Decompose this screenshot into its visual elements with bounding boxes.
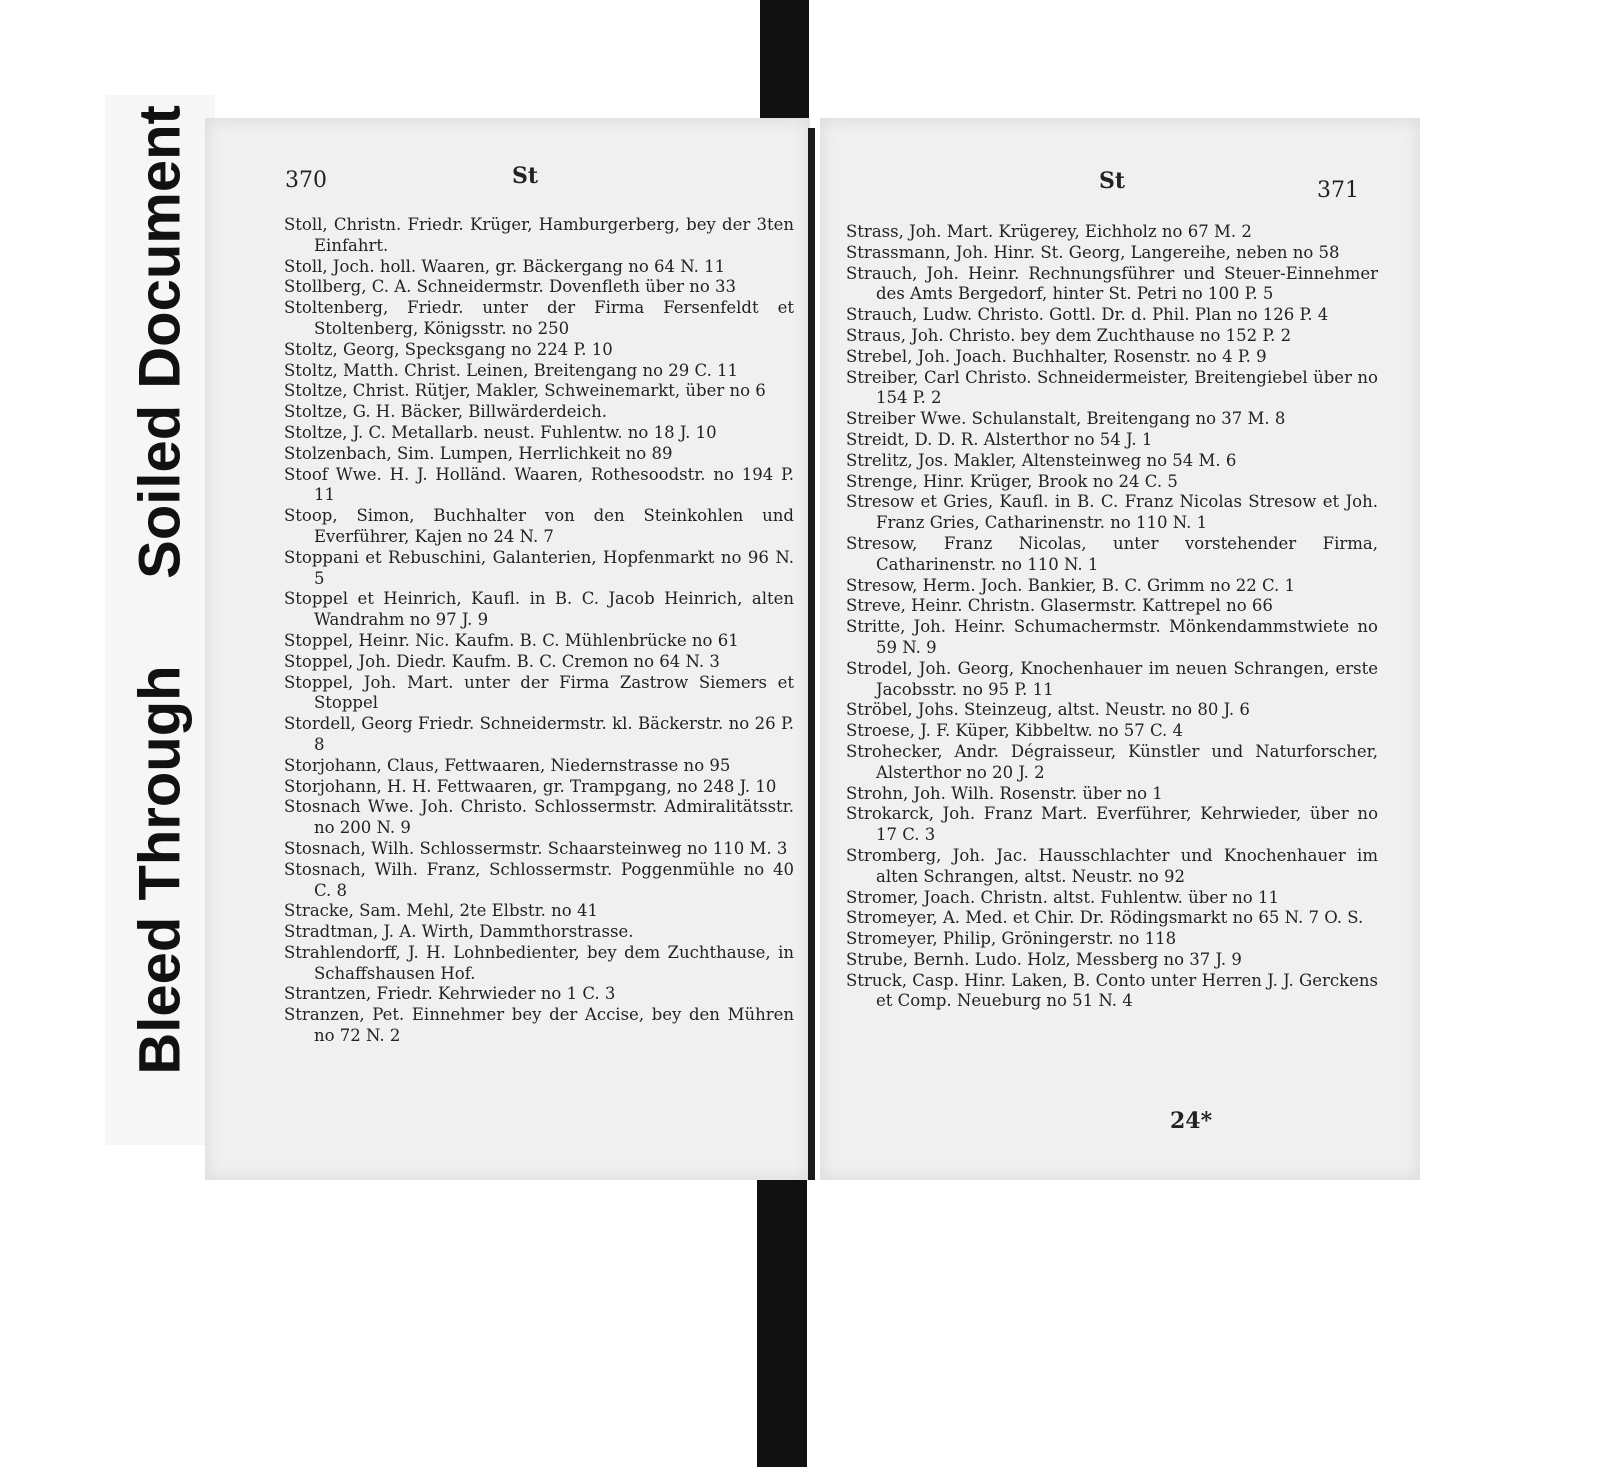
directory-entry: Strenge, Hinr. Krüger, Brook no 24 C. 5 xyxy=(846,471,1178,491)
directory-entry: Strass, Joh. Mart. Krügerey, Eichholz no 67 M. 2 xyxy=(846,222,1252,241)
directory-entry: Strebel, Joh. Joach. Buchhalter, Rosenstr. no 4 P. 9 xyxy=(846,346,1267,366)
directory-entry: Strodel, Joh. Georg, Knochenhauer im neuen Schrangen, erste Jacobsstr. no 95 P. 11 xyxy=(846,658,1378,699)
binding-spine-bottom xyxy=(757,1180,807,1467)
directory-entry: Stolzenbach, Sim. Lumpen, Herrlichkeit no 89 xyxy=(284,443,673,463)
directory-entry: Stoppel, Joh. Mart. unter der Firma Zastrow Siemers et Stoppel xyxy=(284,672,794,713)
directory-entry: Stracke, Sam. Mehl, 2te Elbstr. no 41 xyxy=(284,901,598,921)
left-page xyxy=(205,118,810,1180)
entry-list xyxy=(284,215,794,1047)
directory-entry: Stresow, Franz Nicolas, unter vorstehender Firma, Catharinenstr. no 110 N. 1 xyxy=(846,533,1378,574)
page-number: 370 xyxy=(285,168,327,193)
directory-entry: Strube, Bernh. Ludo. Holz, Messberg no 37 J. 9 xyxy=(846,949,1242,969)
directory-entry: Streve, Heinr. Christn. Glasermstr. Kattrepel no 66 xyxy=(846,596,1273,616)
directory-entry: Stoltze, Christ. Rütjer, Makler, Schweinemarkt, über no 6 xyxy=(284,381,766,401)
directory-entry: Stoppani et Rebuschini, Galanterien, Hopfenmarkt no 96 N. 5 xyxy=(284,547,794,588)
directory-entry: Strelitz, Jos. Makler, Altensteinweg no 54 M. 6 xyxy=(846,450,1237,470)
soiled-document-label: Soiled Document xyxy=(127,105,193,579)
directory-entry: Strahlendorff, J. H. Lohnbedienter, bey dem Zuchthause, in Schaffshausen Hof. xyxy=(284,942,794,983)
directory-entry: Stoltenberg, Friedr. unter der Firma Fersenfeldt et Stoltenberg, Königsstr. no 250 xyxy=(284,298,794,338)
directory-entry: Strassmann, Joh. Hinr. St. Georg, Langereihe, neben no 58 xyxy=(846,242,1340,262)
directory-entry: Stoof Wwe. H. J. Holländ. Waaren, Rothesoodstr. no 194 P. 11 xyxy=(284,464,794,505)
running-head: St xyxy=(512,163,539,189)
bleed-through-label: Bleed Through xyxy=(127,665,193,1075)
directory-entry: Stosnach Wwe. Joh. Christo. Schlossermstr. Admiralitätsstr. no 200 N. 9 xyxy=(284,797,794,838)
directory-entry: Stresow et Gries, Kaufl. in B. C. Franz Nicolas Stresow et Joh. Franz Gries, Catharinenstr. no 110 N. 1 xyxy=(846,492,1378,533)
running-head: St xyxy=(1099,168,1126,194)
directory-entry: Strantzen, Friedr. Kehrwieder no 1 C. 3 xyxy=(284,984,616,1004)
directory-entry: Stromeyer, Philip, Gröningerstr. no 118 xyxy=(846,929,1177,949)
directory-entry: Streiber Wwe. Schulanstalt, Breitengang no 37 M. 8 xyxy=(846,409,1286,429)
directory-entry: Stradtman, J. A. Wirth, Dammthorstrasse. xyxy=(284,922,634,942)
directory-entry: Stosnach, Wilh. Schlossermstr. Schaarsteinweg no 110 M. 3 xyxy=(284,838,788,858)
directory-entry: Strauch, Ludw. Christo. Gottl. Dr. d. Phil. Plan no 126 P. 4 xyxy=(846,305,1329,325)
right-page xyxy=(820,118,1420,1180)
directory-entry: Stordell, Georg Friedr. Schneidermstr. kl. Bäckerstr. no 26 P. 8 xyxy=(284,714,794,754)
page-number: 371 xyxy=(1317,178,1359,203)
directory-entry: Strohecker, Andr. Dégraisseur, Künstler und Naturforscher, Alsterthor no 20 J. 2 xyxy=(846,741,1378,782)
directory-entry: Stromberg, Joh. Jac. Hausschlachter und Knochenhauer im alten Schrangen, altst. Neustr. no 92 xyxy=(846,845,1378,886)
entry-list xyxy=(846,222,1378,1012)
directory-entry: Stoltze, J. C. Metallarb. neust. Fuhlentw. no 18 J. 10 xyxy=(284,422,717,442)
directory-entry: Stresow, Herm. Joch. Bankier, B. C. Grimm no 22 C. 1 xyxy=(846,575,1296,595)
directory-entry: Stoppel, Heinr. Nic. Kaufm. B. C. Mühlenbrücke no 61 xyxy=(284,630,739,650)
directory-entry: Stoppel et Heinrich, Kaufl. in B. C. Jacob Heinrich, alten Wandrahm no 97 J. 9 xyxy=(284,589,794,630)
directory-entry: Stoltze, G. H. Bäcker, Billwärderdeich. xyxy=(284,402,607,422)
directory-entry: Stoppel, Joh. Diedr. Kaufm. B. C. Cremon no 64 N. 3 xyxy=(284,651,720,671)
directory-entry: Stritte, Joh. Heinr. Schumachermstr. Mönkendammstwiete no 59 N. 9 xyxy=(846,617,1378,657)
directory-entry: Stoll, Joch. holl. Waaren, gr. Bäckergang no 64 N. 11 xyxy=(284,256,726,276)
directory-entry: Storjohann, H. H. Fettwaaren, gr. Trampgang, no 248 J. 10 xyxy=(284,776,777,796)
directory-entry: Strohn, Joh. Wilh. Rosenstr. über no 1 xyxy=(846,783,1163,803)
directory-entry: Streidt, D. D. R. Alsterthor no 54 J. 1 xyxy=(846,429,1153,449)
directory-entry: Storjohann, Claus, Fettwaaren, Niedernstrasse no 95 xyxy=(284,755,731,775)
directory-entry: Ströbel, Johs. Steinzeug, altst. Neustr. no 80 J. 6 xyxy=(846,700,1250,720)
page-gutter xyxy=(808,128,815,1180)
directory-entry: Stoop, Simon, Buchhalter von den Steinkohlen und Everführer, Kajen no 24 N. 7 xyxy=(284,506,794,546)
directory-entry: Strokarck, Joh. Franz Mart. Everführer, Kehrwieder, über no 17 C. 3 xyxy=(846,804,1378,845)
directory-entry: Strauch, Joh. Heinr. Rechnungsführer und Steuer-Einnehmer des Amts Bergedorf, hinter St. Petri no 100 P. 5 xyxy=(846,263,1378,304)
binding-spine-top xyxy=(760,0,809,128)
directory-entry: Stromeyer, A. Med. et Chir. Dr. Rödingsmarkt no 65 N. 7 O. S. xyxy=(846,908,1364,928)
directory-entry: Stoltz, Georg, Specksgang no 224 P. 10 xyxy=(284,339,613,359)
directory-entry: Stollberg, C. A. Schneidermstr. Dovenfleth über no 33 xyxy=(284,277,737,297)
signature-mark: 24* xyxy=(1170,1108,1213,1134)
directory-entry: Struck, Casp. Hinr. Laken, B. Conto unter Herren J. J. Gerckens et Comp. Neueburg no 51 N. 4 xyxy=(846,970,1378,1011)
directory-entry: Stoltz, Matth. Christ. Leinen, Breitengang no 29 C. 11 xyxy=(284,360,739,380)
directory-entry: Stroese, J. F. Küper, Kibbeltw. no 57 C. 4 xyxy=(846,721,1184,741)
directory-entry: Stranzen, Pet. Einnehmer bey der Accise, bey den Mühren no 72 N. 2 xyxy=(284,1005,794,1046)
directory-entry: Stosnach, Wilh. Franz, Schlossermstr. Poggenmühle no 40 C. 8 xyxy=(284,859,794,900)
directory-entry: Streiber, Carl Christo. Schneidermeister, Breitengiebel über no 154 P. 2 xyxy=(846,367,1378,408)
directory-entry: Stromer, Joach. Christn. altst. Fuhlentw. über no 11 xyxy=(846,887,1279,907)
directory-entry: Stoll, Christn. Friedr. Krüger, Hamburgerberg, bey der 3ten Einfahrt. xyxy=(284,215,794,255)
directory-entry: Straus, Joh. Christo. bey dem Zuchthause no 152 P. 2 xyxy=(846,325,1292,345)
